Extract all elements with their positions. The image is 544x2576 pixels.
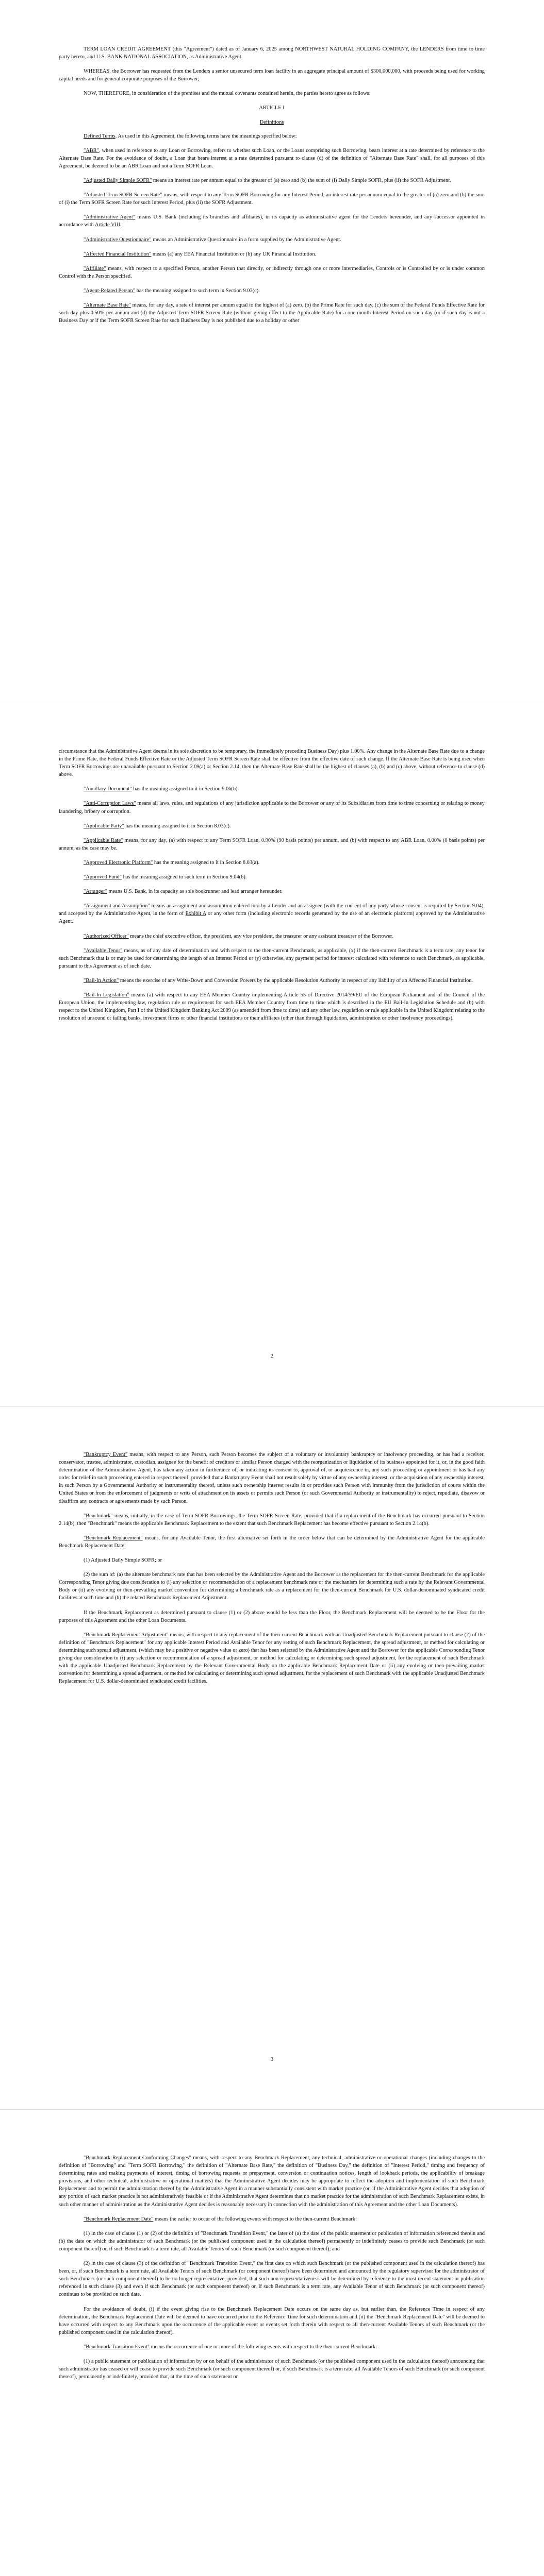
benchmark-replacement-clause-1: (1) Adjusted Daily Simple SOFR; or [84, 1557, 162, 1564]
term: "Affected Financial Institution" [84, 251, 152, 257]
term: "Adjusted Term SOFR Screen Rate" [84, 192, 162, 198]
definition-arranger [59, 888, 485, 895]
page-number: 2 [270, 1353, 274, 1359]
term: "Administrative Agent" [84, 214, 136, 221]
term-text: means U.S. Bank, in its capacity as sole bookrunner and lead arranger hereunder. [107, 889, 283, 895]
definition-available-tenor [59, 947, 485, 970]
definition-adjusted-daily-simple-sofr [59, 177, 485, 184]
term: "Assignment and Assumption" [84, 903, 150, 909]
definition-alternate-base-rate [59, 301, 485, 325]
benchmark-replacement-date-clause-1: (1) in the case of clause (1) or (2) of the definition of "Benchmark Transition Event," the later of (a) the date of the public statement or publication of information referenced therein and (b) the date on which the administrator of such Benchmark (or the published component used in the calculation thereof) permanently or indefinitely ceases to provide such Benchmark (or such component thereof) or, if such Benchmark is a term rate, all Available Tenors of such Benchmark (or such component thereof); and [59, 2230, 485, 2252]
term: "Adjusted Daily Simple SOFR" [84, 178, 152, 184]
term-text: means the earlier to occur of the following events with respect to the then-current Benchmark: [153, 2216, 357, 2222]
term: "Arranger" [84, 889, 107, 895]
defined-terms-label: Defined Terms [84, 133, 116, 139]
benchmark-replacement-floor: If the Benchmark Replacement as determined pursuant to clause (1) or (2) above would be less than the Floor, the Benchmark Replacement will be deemed to be the Floor for the purposes of this Agreement and the other Loan Documents. [59, 1609, 485, 1623]
benchmark-replacement-date-clause-2: (2) in the case of clause (3) of the definition of "Benchmark Transition Event," the first date on which such Benchmark (or the published component used in the calculation thereof) has been, or, if such Benchmark is a term rate, all Available Tenors of such Benchmark (or component thereof) have been determined and announced by the regulatory supervisor for the administrator of such Benchmark (or such component thereof) to be no longer representative; provided, that such non-representativeness will be determined by reference to the most recent statement or publication referenced in such clause (3) and even if such Benchmark (or such component thereof) or, if such Benchmark is a term rate, any Available Tenor of such Benchmark (or such component thereof) continues to be provided on such date. [59, 2261, 485, 2298]
term: "Administrative Questionnaire" [84, 236, 152, 243]
definition-benchmark-transition-event [59, 2343, 485, 2351]
definition-approved-fund [59, 873, 485, 881]
document-page-2 [0, 703, 544, 1406]
definition-bail-in-action [59, 977, 485, 985]
term-text: has the meaning assigned to such term in Section 9.04(b). [122, 874, 247, 880]
definition-bankruptcy-event [59, 1451, 485, 1505]
term-text-end: . [120, 222, 122, 228]
term: "Benchmark Replacement" [84, 1535, 143, 1541]
term: "Benchmark" [84, 1513, 113, 1519]
term-text: has the meaning assigned to such term in Section 9.03(c). [135, 287, 260, 294]
benchmark-replacement-date-avoidance: For the avoidance of doubt, (i) if the event giving rise to the Benchmark Replacement Date occurs on the same day as, but earlier than, the Reference Time in respect of any determination, the Benchmark Replacement Date will be deemed to have occurred prior to the Reference Time for such determination and (ii) the "Benchmark Replacement Date" will be deemed to have occurred with respect to any Benchmark upon the occurrence of the applicable event or events set forth therein with respect to all then-current Available Tenors of such Benchmark (or the published component used in the calculation thereof). [59, 2306, 485, 2335]
term-text: has the meaning assigned to it in Section 8.03(a). [153, 859, 260, 866]
definition-ancillary-document [59, 785, 485, 793]
whereas-clause: WHEREAS, the Borrower has requested from the Lenders a senior unsecured term loan facility in an aggregate principal amount of $300,000,000, with proceeds being used for working capital needs and for general corporate purposes of the Borrower; [59, 69, 485, 82]
defined-terms-section [59, 132, 485, 140]
term-text-end: or any other form (including electronic records generated by the use of an electronic platform) approved by the Administrative Agent. [59, 911, 485, 925]
term: "Applicable Party" [84, 823, 124, 829]
term-text: means, initially, in the case of Term SOFR Borrowings, the Term SOFR Screen Rate; provided that if a replacement of the Benchmark has occurred pursuant to Section 2.14(b), then "Benchmark" means the applicable Benchmark Replacement to the extent that such Benchmark Replacement has become effective pursuant to Section 2.14(b). [59, 1513, 485, 1527]
benchmark-replacement-clause-2: (2) the sum of: (a) the alternate benchmark rate that has been selected by the Administrative Agent and the Borrower as the replacement for the then-current Benchmark for the applicable Corresponding Tenor giving due consideration to (i) any selection or recommendation of a replacement benchmark rate or the mechanism for determining such a rate by the Relevant Governmental Body or (ii) any evolving or then-prevailing market convention for determining a benchmark rate as a replacement for the then-current Benchmark for U.S. dollar-denominated syndicated credit facilities at such time and (b) the related Benchmark Replacement Adjustment. [59, 1572, 485, 1601]
term-text: means, with respect to a specified Person, another Person that directly, or indirectly through one or more intermediaries, Controls or is Controlled by or is under common Control with the Person specified. [59, 265, 485, 279]
definition-administrative-agent [59, 213, 485, 229]
page-2-content [59, 748, 485, 1029]
term: "Bail-In Action" [84, 977, 119, 984]
term: "Alternate Base Rate" [84, 302, 131, 308]
defined-terms-text: . As used in this Agreement, the following terms have the meanings specified below: [115, 133, 297, 139]
page-1-content [59, 45, 485, 331]
document-page-1 [0, 0, 544, 703]
article-viii-link[interactable]: Article VIII [94, 222, 120, 228]
term: "Available Tenor" [84, 947, 123, 954]
term: "Benchmark Replacement Date" [84, 2216, 154, 2222]
benchmark-transition-event-clause-1: (1) a public statement or publication of information by or on behalf of the administrator of such Benchmark (or the published component used in the calculation thereof) announcing that such administrator has ceased or will cease to provide such Benchmark (or such component thereof) or, if such Benchmark is a term rate, all Available Tenors of such Benchmark (or such component thereof), permanently or indefinitely, provided that, at the time of such statement or [59, 2358, 485, 2380]
definition-benchmark-replacement-conforming-changes [59, 2154, 485, 2209]
term: "Approved Fund" [84, 874, 122, 880]
definition-benchmark-replacement [59, 1534, 485, 1550]
term-text: has the meaning assigned to it in Section 9.06(b). [131, 786, 239, 792]
term-text: means an interest rate per annum equal to the greater of (a) zero and (b) the sum of (i) Daily Simple SOFR, plus (ii) the SOFR Adjustment. [152, 178, 451, 184]
term-text: means, with respect to any Benchmark Replacement, any technical, administrative or operational changes (including changes to the definition of "Borrowing" and "Term SOFR Borrowing," the definition of "Alternate Base Rate," the definition of "Business Day," the definition of "Interest Period," timing and frequency of determining rates and making payments of interest, timing of borrowing requests or prepayment, conversion or continuation notices, length of lookback periods, the applicability of breakage provisions, and other technical, administrative or operational matters) that the Administrative Agent decides may be appropriate to reflect the adoption and implementation of such Benchmark Replacement and to permit the administration thereof by the Administrative Agent in a manner substantially consistent with market practice (or, if the Administrative Agent decides that adoption of any portion of such market practice is not administratively feasible or if the Administrative Agent determines that no market practice for the administration of such Benchmark Replacement exists, in such other manner of administration as the Administrative Agent decides is reasonably necessary in connection with the administration of this Agreement and the other Loan Documents). [59, 2155, 485, 2208]
term-text: means, for any day, a rate of interest per annum equal to the highest of (a) zero, (b) the Prime Rate for such day, (c) the sum of the Federal Funds Effective Rate for such day plus 0.50% per annum and (d) the Adjusted Term SOFR Screen Rate (without giving effect to the Applicable Rate) for a one-month Interest Period on such day (or if such day is not a Business Day or if the Term SOFR Screen Rate for such Business Day is not published due to a holiday or other [59, 302, 485, 324]
page-number: 3 [270, 2057, 274, 2062]
term-text: means the exercise of any Write-Down and Conversion Powers by the applicable Resolution Authority in respect of any liability of an Affected Financial Institution. [119, 977, 473, 984]
term-text: means the chief executive officer, the president, any vice president, the treasurer or any assistant treasurer of the Borrower. [128, 933, 393, 939]
definition-administrative-questionnaire [59, 236, 485, 244]
definition-approved-electronic-platform [59, 859, 485, 867]
term-text: has the meaning assigned to it in Section 8.03(c). [124, 823, 231, 829]
page-3-content [59, 1451, 485, 1692]
term-text: means, with respect to any Term SOFR Borrowing for any Interest Period, an interest rate per annum equal to the greater of (a) zero and (b) the sum of (i) the Term SOFR Screen Rate for such Interest Period, plus (ii) the SOFR Adjustment. [59, 192, 485, 206]
term: "Bankruptcy Event" [84, 1452, 128, 1458]
term-text: means all laws, rules, and regulations of any jurisdiction applicable to the Borrower or any of its Subsidiaries from time to time concerning or relating to money laundering, bribery or corruption. [59, 801, 485, 815]
term-text: means, as of any date of determination and with respect to the then-current Benchmark, as applicable, (x) if the then-current Benchmark is a term rate, any tenor for such Benchmark that is or may be used for determining the length of an Interest Period or (y) otherwise, any payment period for interest calculated with reference to such Benchmark, as applicable, pursuant to this Agreement as of such date. [59, 947, 485, 969]
term-text: means (a) with respect to any EEA Member Country implementing Article 55 of Directive 2014/59/EU of the European Parliament and of the Council of the European Union, the implementing law, regulation rule or requirement for such EEA Member Country from time to time which is described in the EU Bail-In Legislation Schedule and (b) with respect to the United Kingdom, Part I of the United Kingdom Banking Act 2009 (as amended from time to time) and any other law, regulation or rule applicable in the United Kingdom relating to the resolution of unsound or failing banks, investment firms or other financial institutions or their affiliates (other than through liquidation, administration or other insolvency proceedings). [59, 992, 485, 1022]
term: "Affiliate" [84, 265, 106, 272]
term: "Anti-Corruption Laws" [84, 801, 136, 807]
document-page-4 [0, 2110, 544, 2576]
term: "Benchmark Replacement Conforming Changes" [84, 2155, 191, 2161]
term-text: means (a) any EEA Financial Institution or (b) any UK Financial Institution. [151, 251, 317, 257]
term: "ABR" [84, 147, 99, 154]
definition-benchmark-replacement-adjustment [59, 1631, 485, 1686]
term-text: means the occurrence of one or more of the following events with respect to the then-current Benchmark: [149, 2344, 377, 2350]
exhibit-a-link[interactable]: Exhibit A [185, 911, 206, 917]
term-text: means, with respect to any replacement of the then-current Benchmark with an Unadjusted Benchmark Replacement pursuant to clause (2) of the definition of "Benchmark Replacement" for any applicable Interest Period and Available Tenor for any setting of such Benchmark Replacement, the spread adjustment, or method for calculating or determining such spread adjustment, (which may be a positive or negative value or zero) that has been selected by the Administrative Agent and the Borrower for the applicable Corresponding Tenor giving due consideration to (i) any selection or recommendation of a spread adjustment, or method for calculating or determining such spread adjustment, for the replacement of such Benchmark with the applicable Unadjusted Benchmark Replacement by the Relevant Governmental Body on the applicable Benchmark Replacement Date or (ii) any evolving or then-prevailing market convention for determining a spread adjustment, or method for calculating or determining such spread adjustment, for the replacement of such Benchmark with the applicable Unadjusted Benchmark Replacement for U.S. dollar-denominated syndicated credit facilities. [59, 1632, 485, 1685]
definition-affected-financial-institution [59, 250, 485, 258]
definition-assignment-and-assumption [59, 902, 485, 925]
term: "Applicable Rate" [84, 837, 123, 843]
definition-agent-related-person [59, 287, 485, 295]
definition-applicable-rate [59, 837, 485, 852]
now-therefore-clause: NOW, THEREFORE, in consideration of the premises and the mutual covenants contained herein, the parties hereto agree as follows: [84, 91, 371, 97]
definitions-heading: Definitions [259, 119, 284, 125]
term: "Authorized Officer" [84, 933, 129, 939]
alternate-base-rate-continued: circumstance that the Administrative Agent deems in its sole discretion to be temporary, the immediately preceding Business Day) plus 1.00%. Any change in the Alternate Base Rate due to a change in the Prime Rate, the Federal Funds Effective Rate or the Adjusted Term SOFR Screen Rate shall be effective from the effective date of such change. If the Alternate Base Rate is being used when Term SOFR Borrowings are unavailable pursuant to Section 2.09(a) or Section 2.14, then the Alternate Base Rate shall be the highest of clauses (a), (b) and (c) above, without reference to clause (d) above. [59, 749, 485, 778]
term-text: means an assignment and assumption entered into by a Lender and an assignee (with the consent of any party whose consent is required by Section 9.04), and accepted by the Administrative Agent, in the form of [59, 903, 485, 917]
definition-abr [59, 147, 485, 170]
term-text: , when used in reference to any Loan or Borrowing, refers to whether such Loan, or the Loans comprising such Borrowing, bears interest at a rate determined by reference to the Alternate Base Rate. For the avoidance of doubt, a Loan that bears interest at a rate determined pursuant to clause (d) of the definition of "Alternate Base Rate" shall, for all purposes of this Agreement, be deemed to be an ABR Loan and not a Term SOFR Loan. [59, 147, 485, 169]
definition-bail-in-legislation [59, 991, 485, 1022]
definition-adjusted-term-sofr [59, 191, 485, 207]
term: "Benchmark Transition Event" [84, 2344, 150, 2350]
document-page-3 [0, 1406, 544, 2110]
term: "Ancillary Document" [84, 786, 132, 792]
definition-benchmark-replacement-date [59, 2215, 485, 2223]
term-text: means an Administrative Questionnaire in a form supplied by the Administrative Agent. [151, 236, 341, 243]
definition-authorized-officer [59, 933, 485, 940]
definition-anti-corruption-laws [59, 800, 485, 815]
definition-benchmark [59, 1512, 485, 1528]
article-heading: ARTICLE I [259, 105, 285, 111]
term: "Benchmark Replacement Adjustment" [84, 1632, 169, 1638]
term: "Approved Electronic Platform" [84, 859, 153, 866]
definition-affiliate [59, 265, 485, 280]
term: "Agent-Related Person" [84, 287, 135, 294]
term-text: means U.S. Bank (including its branches and affiliates), in its capacity as administrative agent for the Lenders hereunder, and any successor appointed in accordance with [59, 214, 485, 228]
term-text: means, with respect to any Person, such Person becomes the subject of a voluntary or involuntary bankruptcy or insolvency proceeding, or has had a receiver, conservator, trustee, administrator, custodian, assignee for the benefit of creditors or similar Person charged with the reorganization or liquidation of its business appointed for it, or, in the good faith determination of the Administrative Agent, has taken any action in furtherance of, or indicating its consent to, approval of, or acquiescence in, any such proceeding or appointment or has had any order for relief in such proceeding entered in respect thereof; provided that a Bankruptcy Event shall not result solely by virtue of any ownership interest, or the acquisition of any ownership interest, in such Person by a Governmental Authority or instrumentality thereof, unless such ownership interest results in or provides such Person with immunity from the jurisdiction of courts within the United States or from the enforcement of judgments or writs of attachment on its assets or permits such Person (or such Governmental Authority or instrumentality) to reject, repudiate, disavow or disaffirm any contracts or agreements made by such Person. [59, 1452, 485, 1504]
page-4-content [59, 2154, 485, 2387]
term-text: means, for any day, (a) with respect to any Term SOFR Loan, 0.90% (90 basis points) per annum, and (b) with respect to any ABR Loan, 0.00% (0 basis points) per annum, as the case may be. [59, 837, 485, 851]
agreement-intro: TERM LOAN CREDIT AGREEMENT (this "Agreement") dated as of January 6, 2025 among NORTHWEST NATURAL HOLDING COMPANY, the LENDERS from time to time party hereto, and U.S. BANK NATIONAL ASSOCIATION, as Administrative Agent. [59, 46, 485, 60]
term-text: means, for any Available Tenor, the first alternative set forth in the order below that can be determined by the Administrative Agent for the applicable Benchmark Replacement Date: [59, 1535, 485, 1549]
definition-applicable-party [59, 822, 485, 830]
term: "Bail-In Legislation" [84, 992, 129, 998]
